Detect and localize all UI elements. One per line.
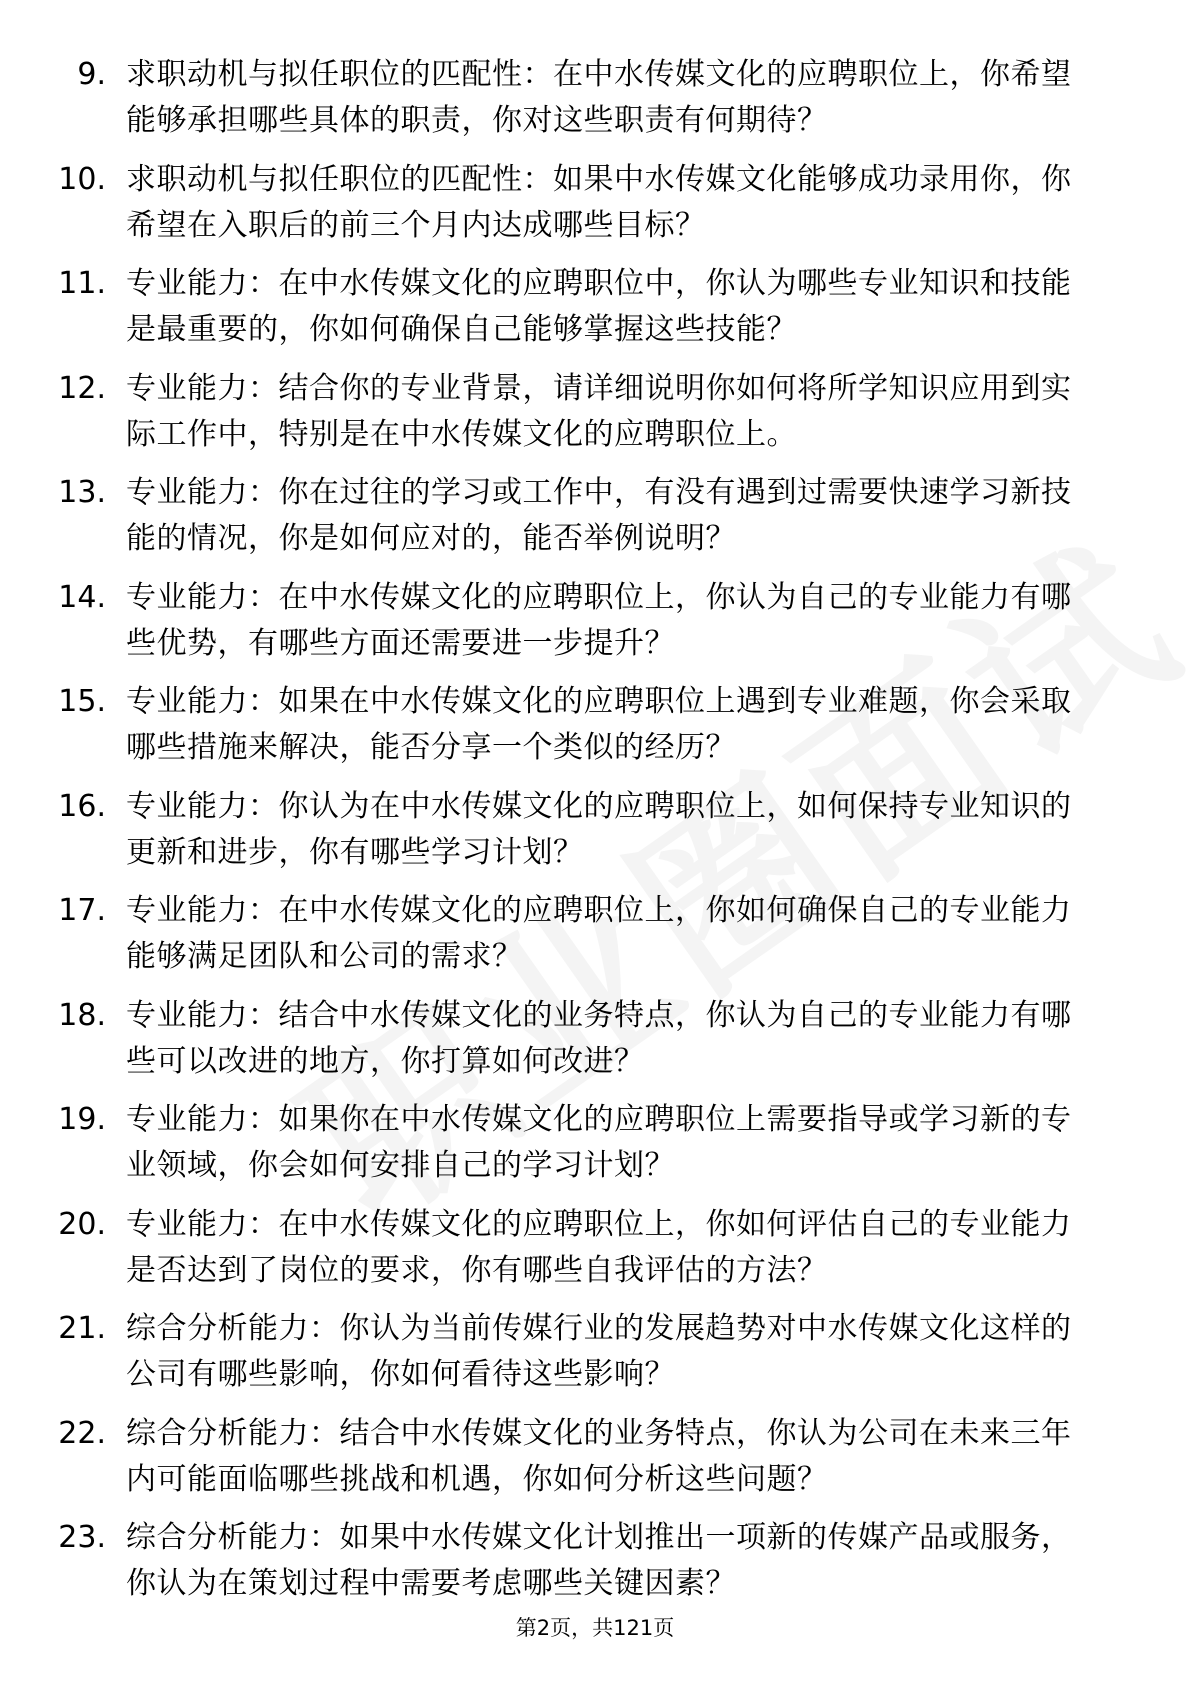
question-number: 16. (58, 788, 106, 824)
question-text: 专业能力：结合中水传媒文化的业务特点，你认为自己的专业能力有哪些可以改进的地方，你打算如何改进？ (126, 997, 1072, 1079)
question-text: 综合分析能力：你认为当前传媒行业的发展趋势对中水传媒文化这样的公司有哪些影响，你如何看待这些影响？ (126, 1311, 1072, 1392)
list-item (0, 364, 1190, 469)
question-number: 9. (77, 57, 106, 92)
list-item (0, 1304, 1190, 1409)
list-item (0, 468, 1190, 573)
list-item (0, 886, 1190, 991)
list-item (0, 1513, 1190, 1618)
question-text: 专业能力：如果在中水传媒文化的应聘职位上遇到专业难题，你会采取哪些措施来解决，能否分享一个类似的经历？ (126, 684, 1072, 765)
question-text: 专业能力：结合你的专业背景，请详细说明你如何将所学知识应用到实际工作中，特别是在中水传媒文化的应聘职位上。 (126, 370, 1072, 452)
page-footer: 第2页，共121页 (515, 1616, 675, 1640)
question-number: 23. (58, 1520, 106, 1555)
question-number: 22. (58, 1415, 106, 1451)
question-number: 15. (58, 684, 106, 719)
question-number: 12. (58, 370, 106, 406)
question-text: 专业能力：在中水传媒文化的应聘职位中，你认为哪些专业知识和技能是最重要的，你如何确保自己能够掌握这些技能？ (126, 266, 1072, 347)
question-number: 20. (58, 1206, 106, 1242)
question-text: 求职动机与拟任职位的匹配性：在中水传媒文化的应聘职位上，你希望能够承担哪些具体的职责，你对这些职责有何期待？ (126, 57, 1072, 138)
question-number: 17. (58, 893, 106, 928)
question-list (0, 50, 1190, 1618)
question-text: 求职动机与拟任职位的匹配性：如果中水传媒文化能够成功录用你，你希望在入职后的前三个月内达成哪些目标？ (126, 161, 1072, 243)
question-text: 专业能力：你认为在中水传媒文化的应聘职位上，如何保持专业知识的更新和进步，你有哪些学习计划？ (126, 788, 1072, 870)
question-text: 专业能力：在中水传媒文化的应聘职位上，你如何确保自己的专业能力能够满足团队和公司的需求？ (126, 893, 1072, 974)
question-text: 专业能力：你在过往的学习或工作中，有没有遇到过需要快速学习新技能的情况，你是如何应对的，能否举例说明？ (126, 475, 1072, 556)
question-text: 专业能力：在中水传媒文化的应聘职位上，你如何评估自己的专业能力是否达到了岗位的要求，你有哪些自我评估的方法？ (126, 1206, 1072, 1288)
list-item (0, 677, 1190, 782)
list-item (0, 991, 1190, 1096)
question-number: 11. (58, 266, 106, 301)
list-item (0, 155, 1190, 260)
list-item (0, 1200, 1190, 1305)
question-number: 10. (58, 161, 106, 197)
list-item (0, 50, 1190, 155)
list-item (0, 1409, 1190, 1514)
question-text: 综合分析能力：结合中水传媒文化的业务特点，你认为公司在未来三年内可能面临哪些挑战和机遇，你如何分析这些问题？ (126, 1415, 1072, 1497)
list-item (0, 259, 1190, 364)
question-number: 19. (58, 1102, 106, 1137)
question-number: 18. (58, 997, 106, 1033)
list-item (0, 1095, 1190, 1200)
question-text: 综合分析能力：如果中水传媒文化计划推出一项新的传媒产品或服务，你认为在策划过程中需要考虑哪些关键因素？ (126, 1520, 1072, 1601)
list-item (0, 573, 1190, 678)
question-text: 专业能力：如果你在中水传媒文化的应聘职位上需要指导或学习新的专业领域，你会如何安排自己的学习计划？ (126, 1102, 1072, 1183)
list-item (0, 782, 1190, 887)
question-number: 14. (58, 579, 106, 615)
question-text: 专业能力：在中水传媒文化的应聘职位上，你认为自己的专业能力有哪些优势，有哪些方面还需要进一步提升？ (126, 579, 1072, 661)
question-number: 13. (58, 475, 106, 510)
question-number: 21. (58, 1311, 106, 1346)
